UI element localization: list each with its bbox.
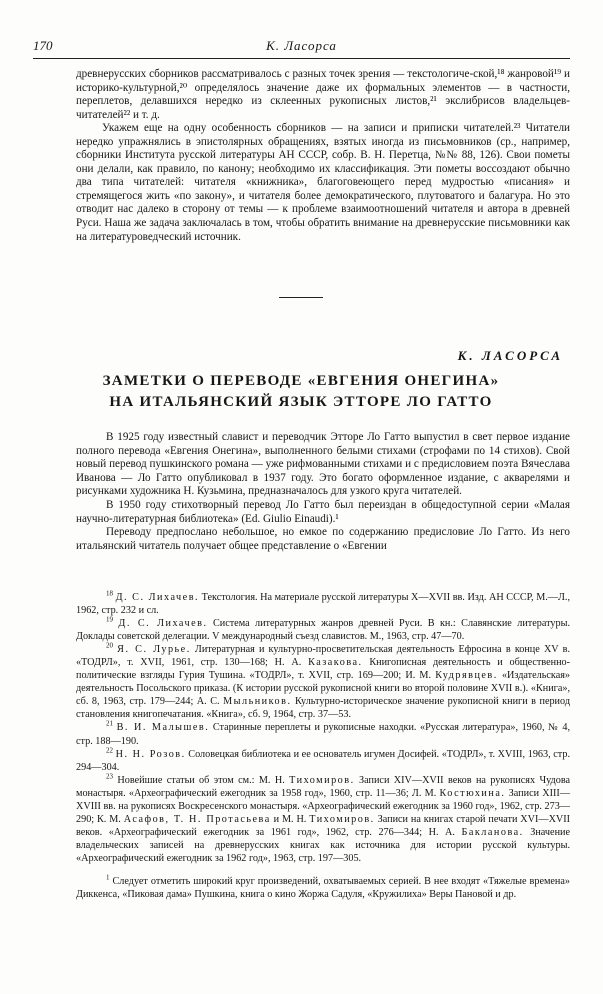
title-line: ЗАМЕТКИ О ПЕРЕВОДЕ «ЕВГЕНИЯ ОНЕГИНА» [102, 373, 500, 389]
footnote-author: Тихомиров. [289, 774, 355, 786]
footnote-text: Записи на книгах старой печати XVI—XVII веков. «Археографический ежегодник за 1961 год», 1962, стр. 276—344; Н. А. [76, 813, 571, 838]
page-number: 170 [33, 38, 53, 53]
footnote-number: 18 [106, 589, 113, 598]
footnote [76, 643, 570, 721]
footnote-text: Значение владельческих записей на древнерусских книгах как источника для истории русской культуры. «Археографический ежегодник за 1962 год», 1963, стр. 197—305. [76, 826, 570, 864]
header-rule [33, 58, 570, 59]
footnote-author: Д. С. Лихачев. [115, 592, 200, 603]
paragraph: Переводу предпослано небольшое, но емкое по содержанию предисловие Ло Гатто. Из него итальянский читатель получает общее представление о «Евгении [76, 526, 570, 552]
footnote-text: Записи XIV—XVII веков на рукописях Чудова монастыря. «Археографический ежегодник за 1958 год», 1960, стр. 11—36; Л. М. [76, 774, 571, 799]
footnote-number: 20 [106, 641, 113, 650]
footnote-text: Система литературных жанров древней Руси. В кн.: Славянские литературы. Доклады советской делегации. V международный съезд славистов. М., 1963, стр. 47—70. [76, 618, 570, 643]
footnote-author: Д. С. Лихачев. [118, 618, 208, 630]
footnote-author: Казакова. [308, 657, 363, 669]
article-author: К. ЛАСОРСА [457, 348, 563, 363]
footnote-text: Текстология. На материале русской литературы X—XVII вв. Изд. АН СССР, М.—Л., 1962, стр. 232 и сл. [76, 592, 570, 617]
footnote-text: Записи XIII—XVIII вв. на рукописях Воскресенского монастыря. «Археографический ежегодник за 1960 год», 1962, стр. 273—290; К. М. [76, 787, 571, 825]
paragraph: В 1950 году стихотворный перевод Ло Гатто был переиздан в общедоступной серии «Малая научно-литературная библиотека» (Ed. Giulio Einaudi).¹ [76, 498, 570, 525]
footnote-text: Литературная и культурно-просветительская деятельность Ефросина в конце XV в. «ТОДРЛ», т. XVII, 1961, стр. 130—168; Н. А. [76, 644, 570, 669]
footnote-author: Н. Н. Розов. [115, 748, 186, 760]
footnote-text: Новейшие статьи об этом см.: М. Н. [117, 774, 285, 786]
footnote-author: Кудрявцев. [435, 670, 498, 682]
footnote-number: 1 [106, 873, 110, 882]
footnote-text: «Издательская» деятельность Посольского приказа. (К истории русской рукописной книги во второй половине XVII в.). «Книга», сб. 8, 1963, стр. 179—244; А. С. [76, 670, 570, 708]
footnote-text: Старинные переплеты и рукописные находки. «Русская литература», 1960, № 4, стр. 188—190. [76, 722, 570, 747]
paragraph: Укажем еще на одну особенность сборников — на записи и приписки читателей.²³ Читатели нередко упражнялись в эпистолярных обращениях, взятых иногда из письмовников (ср., например, сборники Института русской литературы АН СССР, собр. В. Н. Перетца, №№ 88, 126). Свои пометы они делали, как правило, по канону; необходимо их классификация. Эти пометы воссоздают обычно два типа читателей: читателя «книжника», благоговеющего перед мудростью «писания» и стремящегося жить «по закону», и читателя более демократического, плутоватого и балагура. Но это отводит нас далеко в сторону от темы — к проблеме взаимоотношений читателя и автора в древней Руси. Наша же задача заключалась в том, чтобы обратить внимание на древнерусские письмовники как на литературоведческий источник. [76, 122, 570, 243]
footnote [76, 748, 570, 774]
footnote-text: Книгописная деятельность и общественно-политические взгляды Гурия Тушина. «ТОДРЛ», т. XVII, стр. 169—200; И. М. [76, 657, 571, 682]
footnote [76, 617, 570, 643]
paragraph: В 1925 году известный славист и переводчик Этторе Ло Гатто выпустил в свет первое издание полного перевода «Евгения Онегина», выполненного белыми стихами (строфами по 14 стихов). Свой новый перевод пушкинского романа — уже рифмованными стихами и с предисловием поэта Вячеслава Иванова — Ло Гатто опубликовал в 1937 году. Это богато оформленное издание, с акварелями и рисунками художника Н. Кузьмина, предназначалось для узкого круга читателей. [76, 431, 570, 498]
section-divider [279, 297, 323, 298]
footnote-author: Тихомиров. [309, 813, 375, 825]
footnote-author: Бакланова. [461, 826, 524, 838]
footnote-author: В. И. Малышев. [116, 722, 210, 734]
page-header [33, 38, 570, 56]
footnote-author: Костюхина. [439, 787, 506, 799]
footnote-number: 19 [106, 615, 113, 624]
footnote-number: 22 [106, 746, 113, 755]
footnote-number: 23 [106, 772, 113, 781]
footnote [76, 721, 570, 747]
footnote-author: Я. С. Лурье. [117, 644, 191, 656]
footnote-text: Культурно-историческое значение рукописной книги в период становления книгопечатания. «Книга», сб. 9, 1964, стр. 37—53. [76, 696, 570, 721]
footnote-text: Следует отметить широкий круг произведений, охватываемых серией. В нее входят «Тяжелые времена» Диккенса, «Пиковая дама» Пушкина, книга о кино Жоржа Садуля, «Кружилиха» Веры Пановой и др. [76, 875, 570, 901]
footnote [76, 774, 570, 865]
running-head: К. Ласорса [266, 38, 337, 53]
title-line: НА ИТАЛЬЯНСКИЙ ЯЗЫК ЭТТОРЕ ЛО ГАТТО [109, 394, 493, 410]
article-body [76, 431, 570, 553]
footnote-text: Соловецкая библиотека и ее основатель игумен Досифей. «ТОДРЛ», т. XVIII, 1963, стр. 294—304. [76, 748, 571, 773]
footnote [76, 591, 570, 617]
paragraph: древнерусских сборников рассматривалось с разных точек зрения — текстологиче-ской,¹⁸ жанровой¹⁹ и историко-культурной,²⁰ определялось значение даже их формальных элементов — в частности, переплетов, делавшихся нередко из склеенных рукописных листов,²¹ экслибрисов владельцев-читателей²² и т. д. [76, 68, 570, 121]
article-title [60, 371, 542, 413]
previous-article-ending [76, 68, 570, 244]
footnotes [76, 591, 570, 901]
footnote-author: Асафов, Т. Н. Протасьева [123, 813, 271, 825]
footnote [76, 875, 570, 901]
footnote-text: и М. Н. [273, 813, 307, 825]
footnote-author: Мыльников. [223, 696, 292, 708]
footnote-number: 21 [106, 720, 113, 729]
